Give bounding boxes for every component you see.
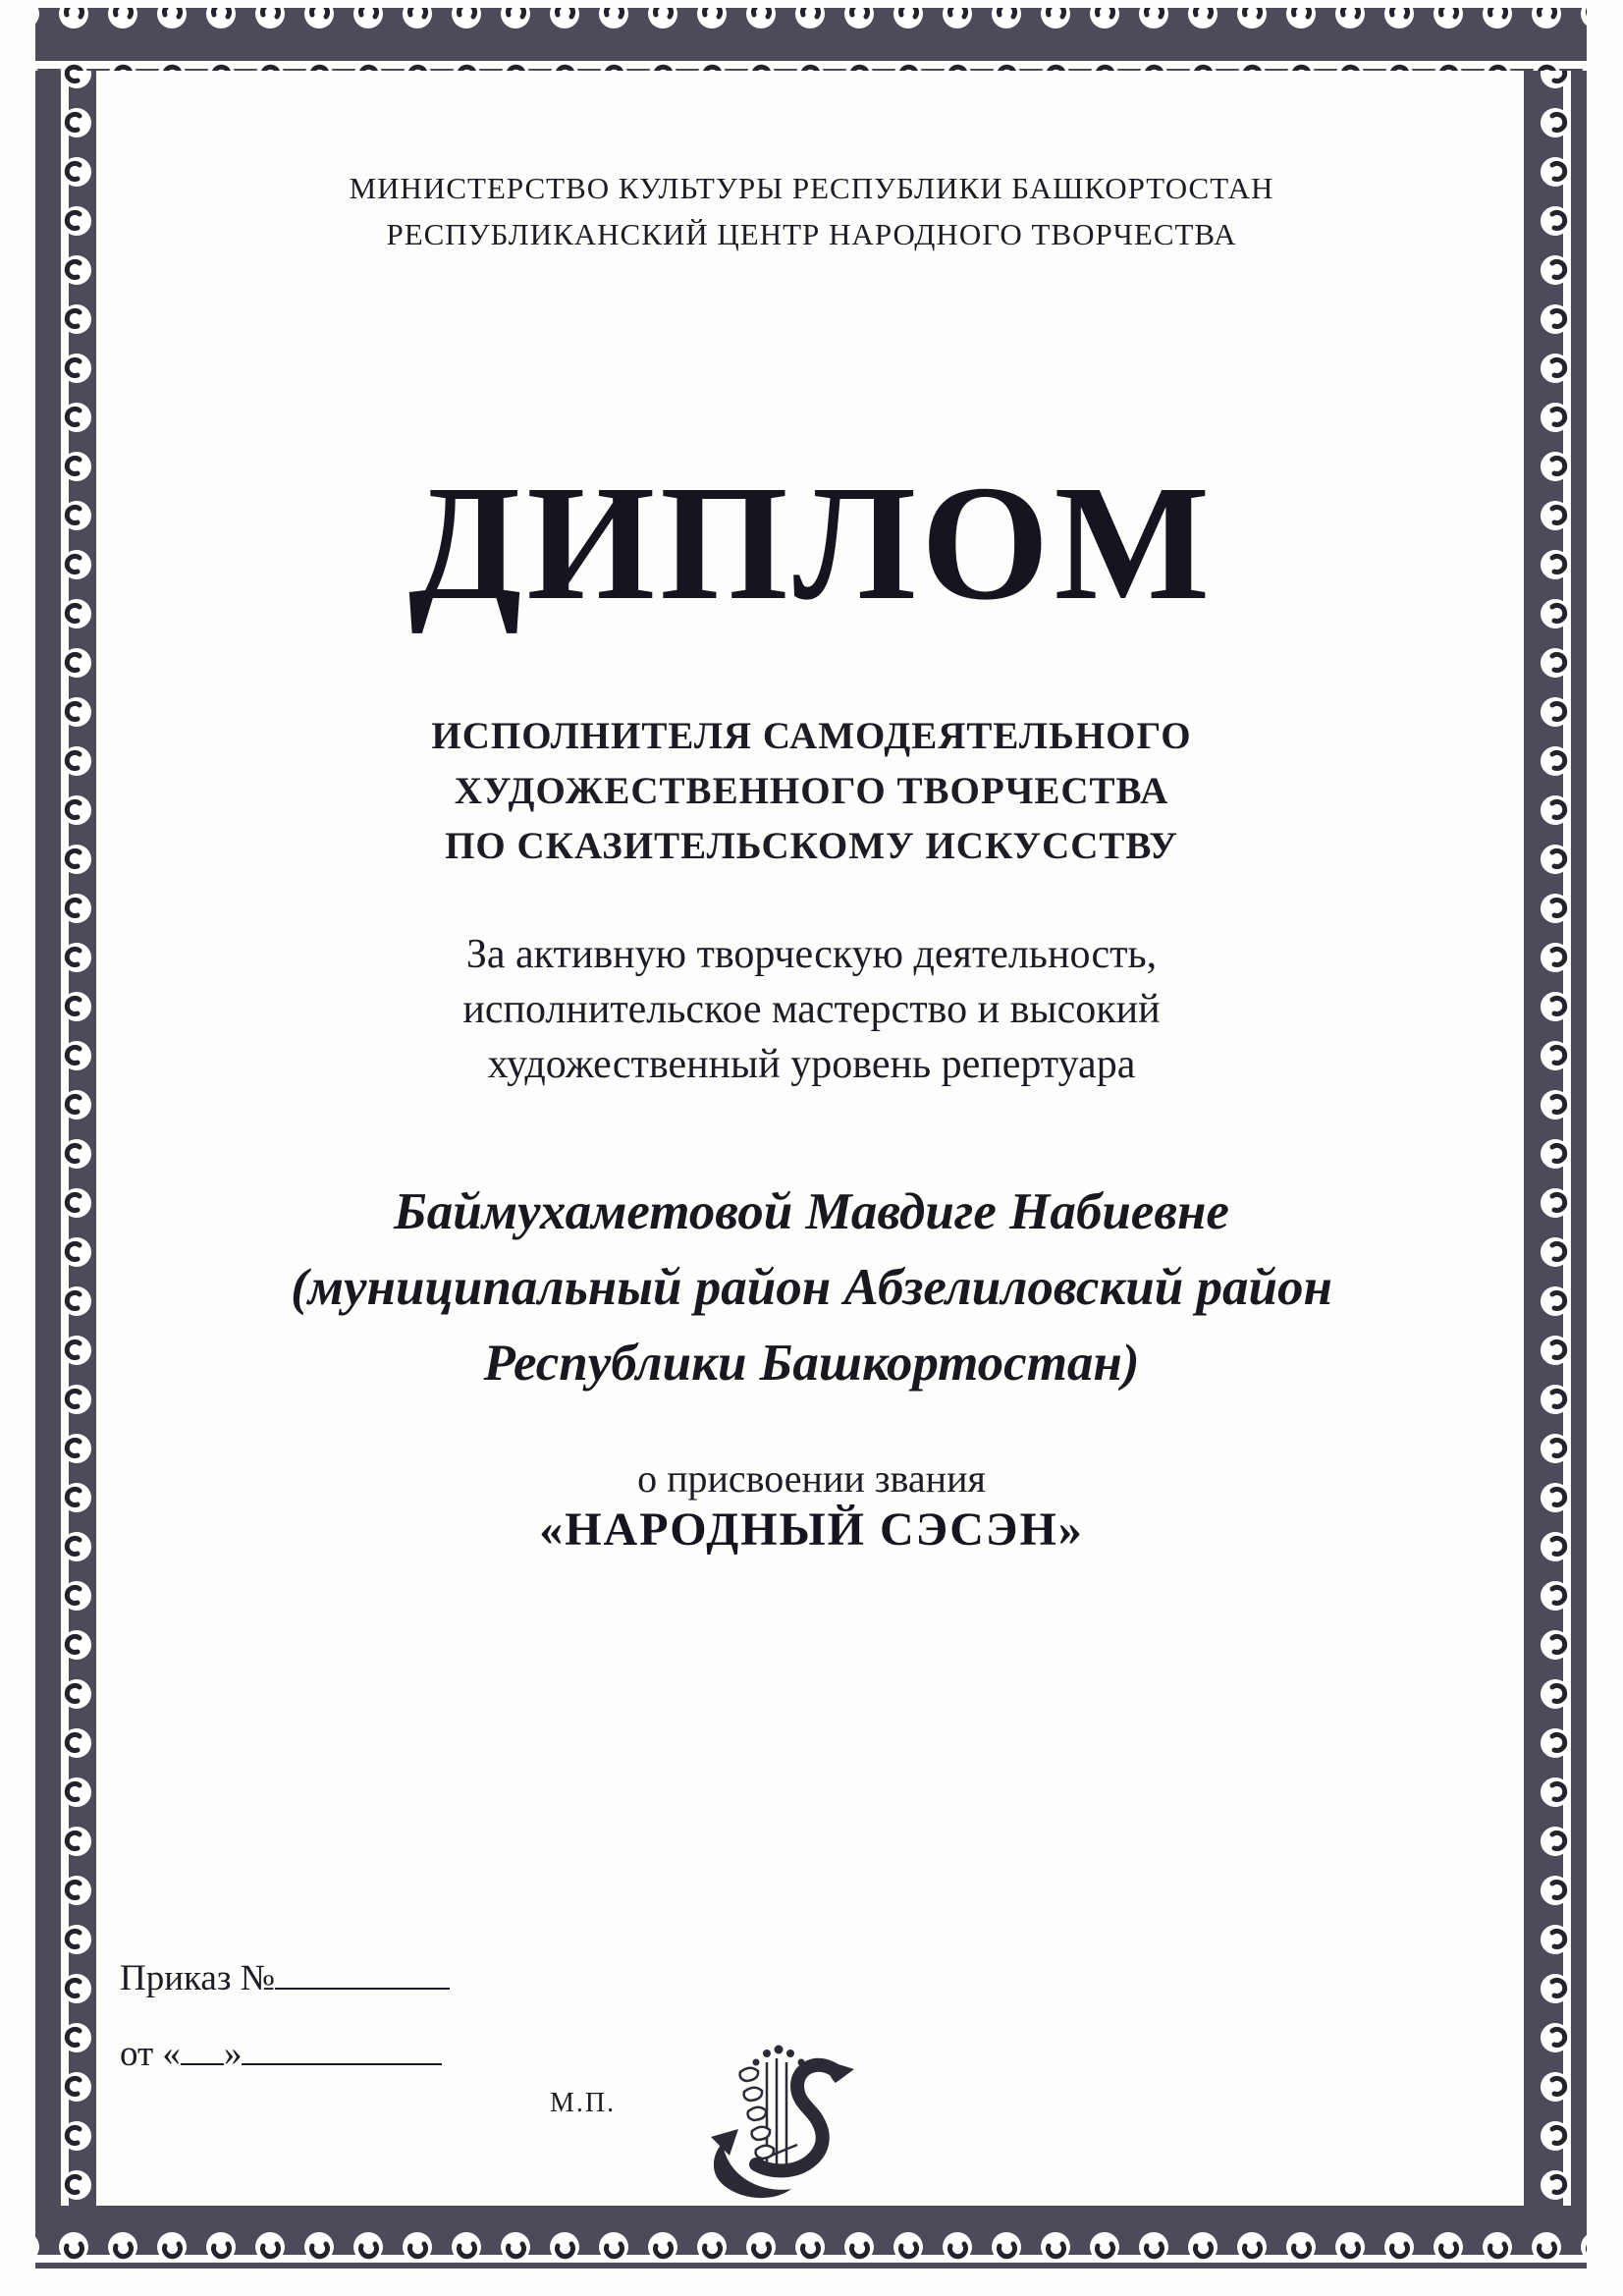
recipient-name	[108, 1175, 1515, 1401]
award-citation	[108, 927, 1515, 1092]
issuing-organization	[108, 165, 1515, 257]
order-date-prefix: от «	[120, 2034, 181, 2074]
order-date-suffix: »	[223, 2034, 243, 2074]
folk-art-center-name: РЕСПУБЛИКАНСКИЙ ЦЕНТР НАРОДНОГО ТВОРЧЕСТВА	[386, 217, 1237, 251]
ministry-name: МИНИСТЕРСТВО КУЛЬТУРЫ РЕСПУБЛИКИ БАШКОРТОСТАН	[349, 171, 1274, 205]
order-date-row	[120, 2034, 450, 2074]
subtitle-line: ПО СКАЗИТЕЛЬСКОМУ ИСКУССТВУ	[445, 825, 1178, 867]
order-number-blank	[275, 1958, 450, 1990]
citation-line: За активную творческую деятельность,	[465, 932, 1158, 977]
diploma-title: ДИПЛОМ	[407, 452, 1216, 634]
order-number-label: Приказ №	[120, 1958, 276, 1998]
citation-line: исполнительское мастерство и высокий	[462, 987, 1161, 1032]
subtitle-line: ИСПОЛНИТЕЛЯ САМОДЕЯТЕЛЬНОГО	[431, 715, 1192, 757]
seal-place-label: М.П.	[550, 2088, 617, 2118]
award-intro: о присвоении звания	[637, 1456, 986, 1501]
recipient-line: Баймухаметовой Мавдиге Набиевне	[394, 1183, 1229, 1240]
order-number-row	[120, 1958, 450, 1998]
order-day-blank	[181, 2034, 224, 2065]
citation-line: художественный уровень репертуара	[487, 1042, 1136, 1087]
folk-art-center-logo-icon	[687, 2041, 862, 2210]
subtitle-line: ХУДОЖЕСТВЕННОГО ТВОРЧЕСТВА	[454, 770, 1169, 812]
recipient-line: (муниципальный район Абзелиловский район	[291, 1259, 1332, 1316]
recipient-line: Республики Башкортостан)	[483, 1335, 1140, 1392]
order-block	[120, 1958, 450, 2109]
order-month-blank	[242, 2034, 442, 2065]
diploma-subtitle	[108, 709, 1515, 874]
award-rank-title: «НАРОДНЫЙ СЭСЭН»	[539, 1503, 1084, 1556]
